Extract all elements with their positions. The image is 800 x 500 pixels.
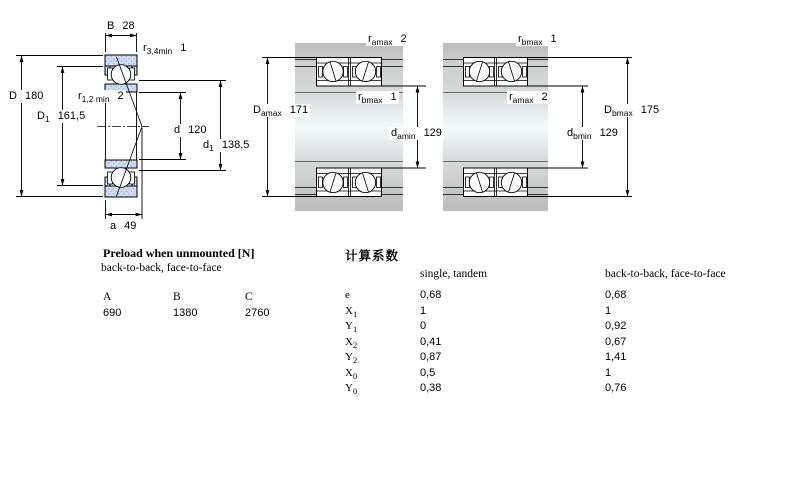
dim-label-r34min: $r_{3,4min}$ 1 bbox=[143, 42, 187, 56]
preload-value-A: 690 bbox=[103, 307, 122, 319]
dim-label-ramax-right: $r_{amax}$ 2 bbox=[509, 91, 548, 105]
factor-row-X2: $X_2$ 0,41 0,67 bbox=[345, 335, 627, 350]
preload-table-value-row bbox=[103, 307, 269, 319]
dim-label-damin: $d_{amin}$ 129 bbox=[391, 127, 442, 141]
dim-label-Dbmax: $D_{bmax}$ 175 bbox=[604, 104, 660, 118]
factor-row-X0: $X_0$ 0,5 1 bbox=[345, 366, 612, 381]
left-bearing-top-section bbox=[105, 55, 137, 92]
factor-row-X1: $X_1$ 1 1 bbox=[345, 304, 612, 319]
factor-row-e: e 0,68 0,68 bbox=[345, 289, 627, 301]
dim-label-d1: $d_1$ 138,5 bbox=[203, 139, 250, 153]
dim-label-rbmax-right: $r_{bmax}$ 1 bbox=[518, 33, 557, 47]
dim-label-d: d 120 bbox=[174, 124, 207, 136]
preload-table-title: Preload when unmounted [N] bbox=[103, 246, 255, 260]
preload-table-subtitle: back-to-back, face-to-face bbox=[101, 262, 222, 274]
factors-table-title: 计算系数 bbox=[345, 249, 400, 263]
dim-label-a: a 49 bbox=[110, 220, 137, 232]
factors-col1-header: single, tandem bbox=[420, 268, 488, 280]
dim-label-Damax: $D_{amax}$ 171 bbox=[253, 104, 309, 118]
middle-top-bearing-pair bbox=[317, 58, 382, 87]
dim-label-r12min: $r_{1,2 min}$ 2 bbox=[78, 90, 124, 104]
middle-bottom-bearing-pair bbox=[317, 168, 382, 197]
preload-value-B: 1380 bbox=[173, 307, 198, 319]
preload-col-B: B bbox=[173, 291, 181, 303]
dim-label-ramax-mid: $r_{amax}$ 2 bbox=[368, 33, 407, 47]
left-bearing-bottom-section bbox=[105, 160, 137, 197]
factor-row-Y1: $Y_1$ 0 0,92 bbox=[345, 320, 627, 334]
factor-row-Y2: $Y_2$ 0,87 1,41 bbox=[345, 351, 627, 365]
factor-row-Y0: $Y_0$ 0,38 0,76 bbox=[345, 382, 627, 396]
factors-col2-header: back-to-back, face-to-face bbox=[605, 268, 726, 280]
dim-label-D1: $D_1$ 161,5 bbox=[37, 110, 86, 124]
preload-col-A: A bbox=[103, 291, 112, 303]
factors-table bbox=[345, 289, 626, 398]
preload-value-C: 2760 bbox=[245, 307, 270, 319]
dim-label-D: D 180 bbox=[9, 90, 44, 102]
right-bottom-bearing-pair bbox=[464, 168, 528, 197]
right-top-bearing-pair bbox=[464, 58, 528, 87]
dim-label-rbmax-mid: $r_{bmax}$ 1 bbox=[358, 91, 397, 105]
dim-label-dbmin: $d_{bmin}$ 129 bbox=[567, 127, 618, 141]
preload-col-C: C bbox=[245, 291, 253, 303]
preload-table-header-row bbox=[103, 291, 253, 303]
dim-label-B: B 28 bbox=[107, 20, 135, 32]
